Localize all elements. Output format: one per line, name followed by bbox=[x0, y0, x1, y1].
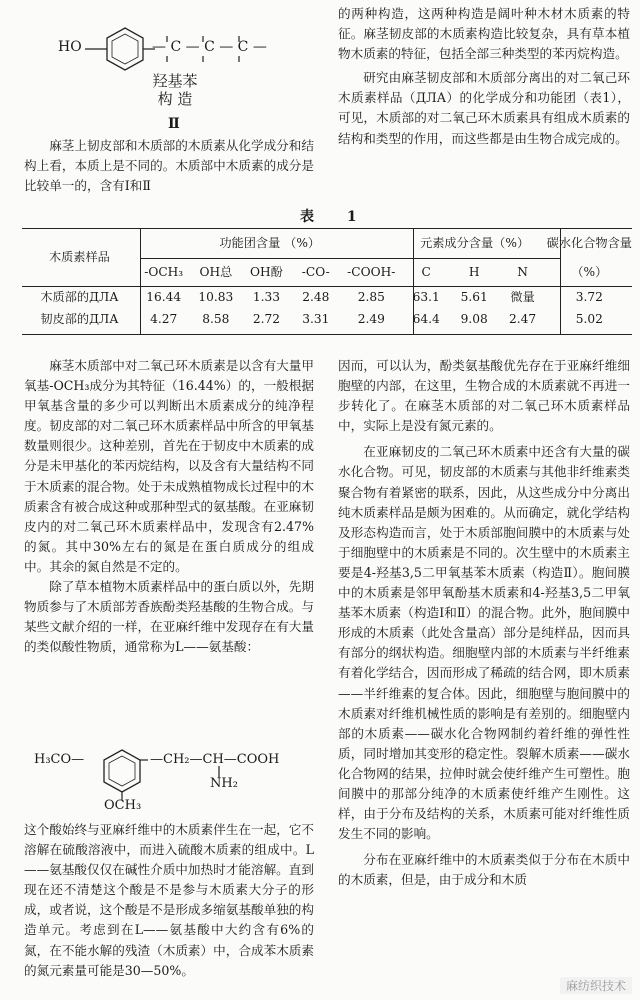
table-subheader-och3: -OCH₃ bbox=[144, 264, 184, 279]
table-cell: 63.1 bbox=[412, 289, 440, 304]
structure-caption bbox=[130, 72, 220, 108]
right-paragraph-2: 在亚麻韧皮的二氧己环木质素中还含有大量的碳水化合物。可见，韧皮部的木质素与其他非纤维素类聚合物有着紧密的联系，因此，从这些成分中分离出纯木质素样品是颇为困难的。从而确定，就化学结构及形态构造而言，处于木质部胞间膜中的木质素与处于细胞壁中的木质素是不同的。次生壁中的木质素主要是4-羟基3,5二甲氧基苯木质素（构造Ⅱ）。胞间膜中的木质素是邻甲氧酚基木质素和4-羟基3,5二甲氧基苯木质素（构造Ⅰ和Ⅱ）的混合物。此外，胞间膜中形成的木质素（此处含量高）部分是纯样品，因而具有部分的纲状构造。细胞壁内部的木质素与半纤维素有着化学结合，因而形成了稀疏的结合网，即木质素——半纤维素的复合体。因此，细胞壁与胞间膜中的木质素对纤维机械性质的影响是有差别的。细胞壁内部的木质素——碳水化合物网制约着纤维的弹性性质，同时增加其变形的稳定性。裂解木质素——碳水化合物网的结果，拉伸时就会使纤维产生可塑性。胞间膜中的那部分纯净的木质素使纤维产生刚性。这样，由于分布及结构的关系，木质素可能对纤维性质发生不同的影响。 bbox=[338, 444, 630, 842]
table-cell: 10.83 bbox=[198, 289, 234, 304]
table-cell: 2.49 bbox=[357, 311, 385, 326]
top-right-paragraph-2: 研究由麻茎韧皮部和木质部分离出的对二氧己环木质素样品（ДЛА）的化学成分和功能团（表1），可见，木质部的对二氧己环木质素具有组成木质素的结构和类型的作用，而这些都是由生物合成完成的。 bbox=[338, 70, 630, 146]
table-header-sample: 木质素样品 bbox=[48, 249, 110, 264]
table-cell: 3.72 bbox=[575, 289, 603, 304]
right-column bbox=[338, 356, 630, 890]
table-header-functional-group: 功能团含量 （%） bbox=[219, 235, 321, 250]
watermark-label: 麻纺织技术 bbox=[560, 977, 632, 994]
table-cell: 微量 bbox=[510, 289, 535, 304]
amino-och3-label: OCH₃ bbox=[104, 798, 142, 813]
amino-sidechain-label: —CH₂—CH—COOH bbox=[150, 752, 280, 767]
table-header-carbohydrate: 碳水化合物含量 bbox=[546, 235, 632, 250]
amino-nh2-label: NH₂ bbox=[210, 776, 238, 791]
table-subheader-oh-total: OH总 bbox=[199, 264, 233, 279]
table-cell: 2.48 bbox=[302, 289, 330, 304]
table-title: 表 1 bbox=[300, 209, 371, 225]
table-bottom-rule bbox=[22, 334, 632, 335]
table-row-name: 木质部的ДЛА bbox=[40, 289, 119, 304]
table-row-name: 韧皮部的ДЛА bbox=[40, 311, 119, 326]
table-row bbox=[22, 308, 632, 330]
table-cell: 5.61 bbox=[460, 289, 488, 304]
left-paragraph-2: 除了草本植物木质素样品中的蛋白质以外，先期物质参与了木质部芳香族酚类羟基酸的生物合成。与某些文献介绍的一样，在亚麻纤维中发现存在有大量的类似酸性物质，通常称为L——氨基酸： bbox=[24, 579, 314, 655]
structure-caption-line1: 羟基苯 bbox=[152, 72, 198, 90]
table-cell: 8.58 bbox=[202, 311, 230, 326]
table-cell: 5.02 bbox=[575, 311, 603, 326]
table-cell: 9.08 bbox=[460, 311, 488, 326]
table-subheader-c: C bbox=[421, 264, 431, 279]
top-left-column bbox=[24, 136, 314, 196]
structure-chain-label: — C — C — C — bbox=[152, 39, 267, 55]
amino-h3co-label: H₃CO— bbox=[34, 752, 85, 767]
structure-numeral: Ⅱ bbox=[168, 116, 180, 132]
left-column-part2 bbox=[24, 820, 314, 981]
table-row bbox=[22, 286, 632, 308]
table-subheader-co: -CO- bbox=[301, 264, 330, 279]
table-cell: 2.47 bbox=[509, 311, 537, 326]
structure-caption-line2: 构 造 bbox=[157, 90, 193, 108]
table-cell: 2.85 bbox=[357, 289, 385, 304]
table-subheader-cooh: -COOH- bbox=[347, 264, 396, 279]
left-paragraph-1: 麻茎木质部中对二氧己环木质素是以含有大量甲氧基-OCH₃成分为其特征（16.44%）的，一般根据甲氧基含量的多少可以判断出木质素成分的纯净程度。韧皮部的对二氧己环木质素样品中所含的甲氧基数量则很少。这种差别，首先在于韧皮中木质素的成分是未甲基化的苯丙烷结构，以及含有大量结构不同于木质素的混合物。处于未成熟植物成长过程中的木质素含有被合成这种或那种型式的氨基酸。在亚麻韧皮内的对二氧己环木质素样品中，发现含有2.47%的氮。其中30%左右的氮是在蛋白质成分的组成中。其余的氮自然是不定的。 bbox=[24, 358, 314, 574]
table-header-elements: 元素成分含量（%） bbox=[420, 235, 530, 250]
lignin-composition-table bbox=[22, 228, 632, 330]
left-paragraph-3: 这个酸始终与亚麻纤维中的木质素伴生在一起，它不溶解在硫酸溶液中，而进入硫酸木质素的组成中。L——氨基酸仅仅在碱性介质中加热时才能溶解。直到现在还不清楚这个酸是不是参与木质素大分子的形成，或者说，这个酸是不是形成多缩氨基酸单独的构造单元。考虑到在L——氨基酸中大约含有6%的氮，在不能水解的残渣（木质素）中，合成苯木质素的氮元素量可能是30—50%。 bbox=[24, 822, 314, 978]
top-right-column bbox=[338, 4, 630, 149]
right-paragraph-3: 分布在亚麻纤维中的木质素类似于分布在木质中的木质素，但是，由于成分和木质 bbox=[338, 852, 630, 888]
top-left-paragraph: 麻茎上韧皮部和木质部的木质素从化学成分和结构上看，本质上是不同的。木质部中木质素的成分是比较单一的，含有Ⅰ和Ⅱ bbox=[24, 138, 314, 194]
table-cell: 4.27 bbox=[150, 311, 178, 326]
right-paragraph-1: 因而，可以认为，酚类氨基酸优先存在于亚麻纤维细胞壁的内部，在这里，生物合成的木质素就不再进一步转化了。在麻茎木质部的对二氧己环木质素样品中，实际上是没有氮元素的。 bbox=[338, 358, 630, 434]
table-cell: 3.31 bbox=[302, 311, 330, 326]
top-right-paragraph-1: 的两种构造，这两种构造是阔叶种木材木质素的特征。麻茎韧皮部的木质素构造比较复杂，具有草本植物木质素的特征，包括全部三种类型的苯丙烷构造。 bbox=[338, 6, 630, 62]
left-column-part1 bbox=[24, 356, 314, 657]
table-subheader-n: N bbox=[517, 264, 528, 279]
table-cell: 1.33 bbox=[252, 289, 280, 304]
table-cell: 2.72 bbox=[252, 311, 280, 326]
table-cell: 16.44 bbox=[146, 289, 182, 304]
table-subheader-oh-phenol: OH酚 bbox=[250, 264, 283, 279]
table-header-carbohydrate-unit: （%） bbox=[571, 264, 608, 279]
table-subheader-h: H bbox=[468, 264, 480, 279]
structure-ho-label: HO bbox=[58, 39, 82, 55]
table-cell: 64.4 bbox=[412, 311, 440, 326]
